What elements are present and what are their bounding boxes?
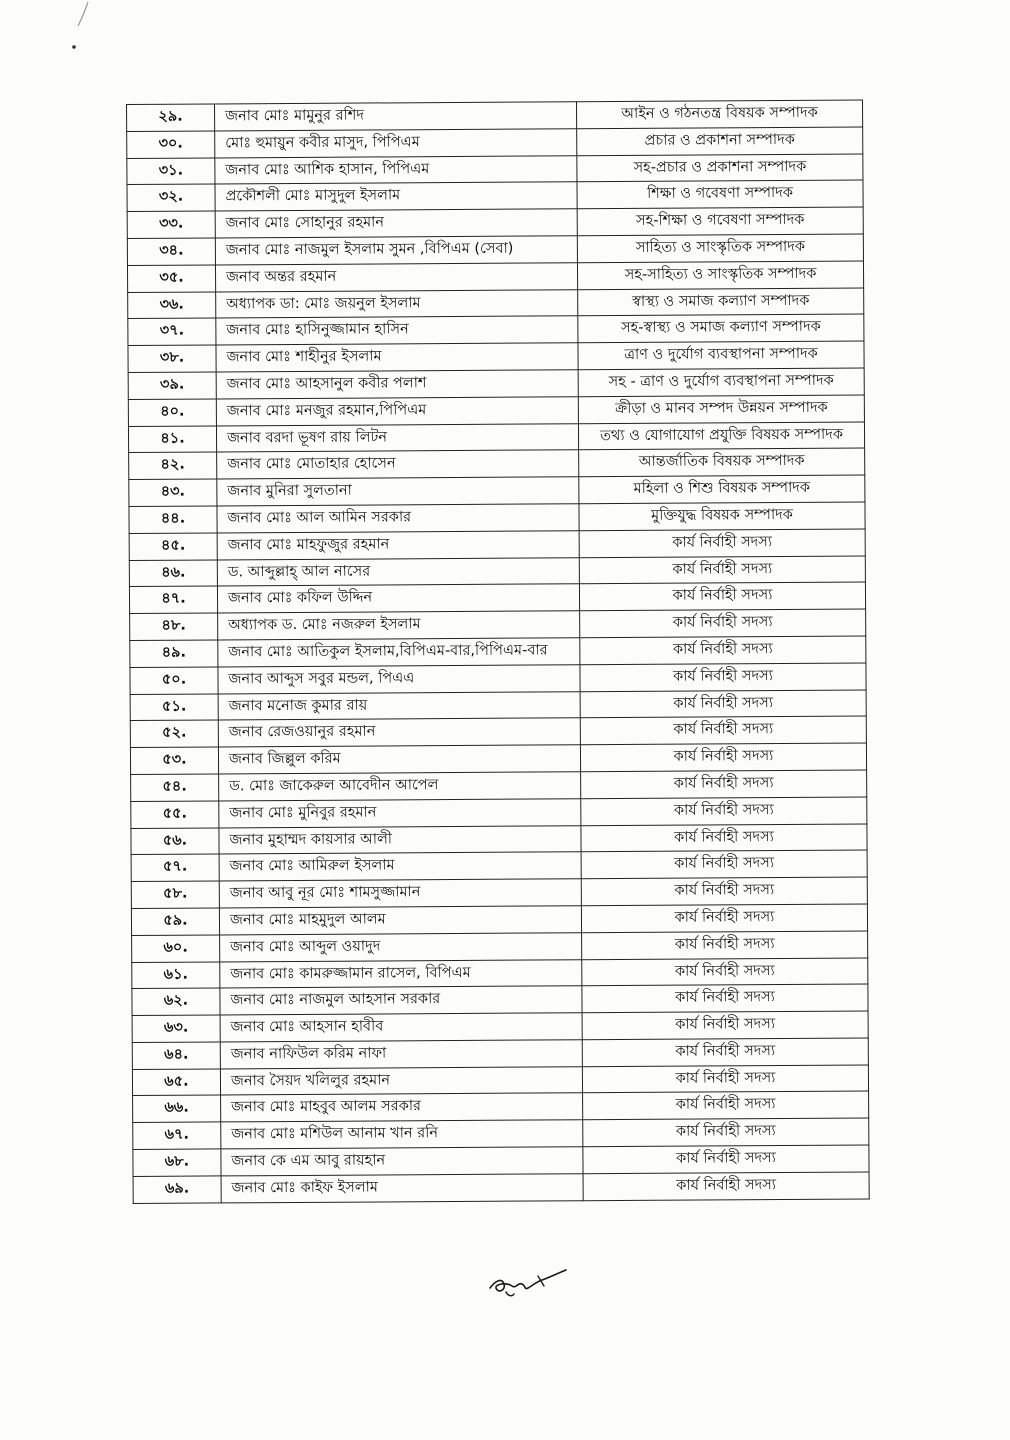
table-row [127, 180, 863, 211]
table-row [133, 1172, 869, 1203]
serial-number: ৫৭. [131, 854, 219, 881]
member-role: কার্য নির্বাহী সদস্য [581, 824, 867, 853]
table-row [129, 475, 865, 506]
table-row [127, 234, 863, 265]
table-row [131, 824, 867, 855]
serial-number: ৬১. [132, 961, 220, 988]
member-name: জনাব মোঃ আশিক হাসান, পিপিএম [215, 155, 577, 184]
table-row [132, 1038, 868, 1069]
signature-mark [486, 1262, 570, 1302]
member-role: কার্য নির্বাহী সদস্য [581, 797, 867, 826]
member-name: জনাব মোঃ আল আমিন সরকার [217, 504, 579, 533]
member-role: কার্য নির্বাহী সদস্য [580, 609, 866, 638]
member-role: সহ-শিক্ষা ও গবেষণা সম্পাদক [577, 207, 863, 236]
serial-number: ৪৭. [129, 586, 217, 613]
member-role: কার্য নির্বাহী সদস্য [582, 1038, 868, 1067]
serial-number: ৬৭. [133, 1122, 221, 1149]
serial-number: ৫২. [130, 720, 218, 747]
table-row [128, 288, 864, 319]
table-row [133, 1118, 869, 1149]
committee-members-table [126, 99, 870, 1203]
table-row [130, 663, 866, 694]
table-row [130, 716, 866, 747]
member-role: আন্তর্জাতিক বিষয়ক সম্পাদক [579, 448, 865, 477]
serial-number: ৩৬. [128, 292, 216, 319]
table-row [128, 368, 864, 399]
table-row [130, 609, 866, 640]
table-row [127, 261, 863, 292]
serial-number: ৪৬. [129, 559, 217, 586]
member-role: কার্য নির্বাহী সদস্য [579, 556, 865, 585]
member-name: জনাব মোঃ আহসান হাবীব [220, 1013, 582, 1042]
table-row [128, 341, 864, 372]
member-name: মোঃ হুমায়ুন কবীর মাসুদ, পিপিএম [215, 129, 577, 158]
member-name: জনাব মোঃ নাজমুল ইসলাম সুমন ,বিপিএম (সেবা) [215, 236, 577, 265]
member-name: জনাব মোঃ মনজুর রহমান,পিপিএম [216, 397, 578, 426]
serial-number: ৩০. [127, 131, 215, 158]
member-role: স্বাস্থ্য ও সমাজ কল্যাণ সম্পাদক [578, 288, 864, 317]
member-role: কার্য নির্বাহী সদস্য [582, 1065, 868, 1094]
serial-number: ৩৭. [128, 318, 216, 345]
member-name: জনাব মোঃ মাহবুব আলম সরকার [221, 1093, 583, 1122]
member-role: প্রচার ও প্রকাশনা সম্পাদক [577, 127, 863, 156]
member-role: মহিলা ও শিশু বিষয়ক সম্পাদক [579, 475, 865, 504]
serial-number: ৪৫. [129, 533, 217, 560]
serial-number: ৪৪. [129, 506, 217, 533]
serial-number: ৬৪. [132, 1042, 220, 1069]
serial-number: ৫১. [130, 693, 218, 720]
member-role: কার্য নির্বাহী সদস্য [583, 1145, 869, 1174]
member-name: অধ্যাপক ড. মোঃ নজরুল ইসলাম [218, 611, 580, 640]
serial-number: ৫৩. [130, 747, 218, 774]
member-role: সহ - ত্রাণ ও দুর্যোগ ব্যবস্থাপনা সম্পাদক [578, 368, 864, 397]
serial-number: ৪৯. [130, 640, 218, 667]
serial-number: ৩১. [127, 158, 215, 185]
corner-pen-mark [40, 0, 120, 60]
table-row [132, 1011, 868, 1042]
serial-number: ৩৫. [127, 265, 215, 292]
member-name: জনাব মোঃ কফিল উদ্দিন [217, 584, 579, 613]
serial-number: ৬৩. [132, 1015, 220, 1042]
table-row [129, 582, 865, 613]
member-role: কার্য নির্বাহী সদস্য [579, 529, 865, 558]
member-name: প্রকৌশলী মোঃ মাসুদুল ইসলাম [215, 182, 577, 211]
table-row [127, 154, 863, 185]
member-name: জনাব মুহাম্মদ কায়সার আলী [219, 825, 581, 854]
table-row [131, 770, 867, 801]
serial-number: ৪৮. [130, 613, 218, 640]
member-name: জনাব জিল্লুল করিম [218, 745, 580, 774]
serial-number: ২৯. [127, 104, 215, 131]
member-role: কার্য নির্বাহী সদস্য [580, 690, 866, 719]
table-row [131, 877, 867, 908]
member-name: জনাব মোঃ মাহমুদুল আলম [219, 906, 581, 935]
member-role: কার্য নির্বাহী সদস্য [580, 716, 866, 745]
member-name: জনাব মোঃ সোহানুর রহমান [215, 209, 577, 238]
member-name: জনাব মোঃ আব্দুল ওয়াদুদ [220, 932, 582, 961]
table-row [130, 636, 866, 667]
member-name: জনাব মোঃ শাহীনুর ইসলাম [216, 343, 578, 372]
member-role: ক্রীড়া ও মানব সম্পদ উন্নয়ন সম্পাদক [578, 395, 864, 424]
serial-number: ৩২. [127, 184, 215, 211]
serial-number: ৪২. [129, 452, 217, 479]
member-name: ড. আব্দুল্লাহ্ আল নাসের [217, 557, 579, 586]
member-name: জনাব মোঃ মশিউল আনাম খান রনি [221, 1120, 583, 1149]
member-name: জনাব মনোজ কুমার রায় [218, 691, 580, 720]
table-row [128, 314, 864, 345]
member-name: ড. মোঃ জাকেরুল আবেদীন আপেল [219, 772, 581, 801]
member-role: কার্য নির্বাহী সদস্য [582, 957, 868, 986]
table-row [129, 529, 865, 560]
serial-number: ৫৯. [131, 908, 219, 935]
table-row [132, 984, 868, 1015]
serial-number: ৬০. [132, 935, 220, 962]
serial-number: ৬২. [132, 988, 220, 1015]
table-row [133, 1145, 869, 1176]
table-row [131, 850, 867, 881]
member-role: কার্য নির্বাহী সদস্য [581, 904, 867, 933]
serial-number: ৬৬. [133, 1095, 221, 1122]
member-role: মুক্তিযুদ্ধ বিষয়ক সম্পাদক [579, 502, 865, 531]
serial-number: ৬৯. [133, 1176, 221, 1203]
member-role: সহ-প্রচার ও প্রকাশনা সম্পাদক [577, 154, 863, 183]
member-name: জনাব মোঃ আমিরুল ইসলাম [219, 852, 581, 881]
serial-number: ৪১. [128, 426, 216, 453]
member-name: জনাব মোঃ কামরুজ্জামান রাসেল, বিপিএম [220, 959, 582, 988]
serial-number: ৬৮. [133, 1149, 221, 1176]
member-role: কার্য নির্বাহী সদস্য [582, 1011, 868, 1040]
table-row [130, 743, 866, 774]
member-role: কার্য নির্বাহী সদস্য [580, 663, 866, 692]
table-row [131, 904, 867, 935]
table-row [133, 1091, 869, 1122]
member-name: জনাব আবু নূর মোঃ শামসুজ্জামান [219, 879, 581, 908]
member-name: জনাব মুনিরা সুলতানা [217, 477, 579, 506]
member-role: কার্য নির্বাহী সদস্য [582, 984, 868, 1013]
member-role: কার্য নির্বাহী সদস্য [580, 636, 866, 665]
member-name: জনাব মোঃ নাজমুল আহসান সরকার [220, 986, 582, 1015]
member-name: জনাব নাফিউল করিম নাফা [220, 1040, 582, 1069]
member-name: জনাব মোঃ মোতাহার হোসেন [217, 450, 579, 479]
member-role: কার্য নির্বাহী সদস্য [581, 877, 867, 906]
serial-number: ৩৯. [128, 372, 216, 399]
serial-number: ৫৮. [131, 881, 219, 908]
member-role: কার্য নির্বাহী সদস্য [580, 743, 866, 772]
table-row [131, 797, 867, 828]
member-name: জনাব অন্তর রহমান [215, 263, 577, 292]
table-row [128, 395, 864, 426]
member-role: সহ-সাহিত্য ও সাংস্কৃতিক সম্পাদক [577, 261, 863, 290]
member-name: জনাব মোঃ মাহফুজুর রহমান [217, 530, 579, 559]
member-name: জনাব মোঃ কাইফ ইসলাম [221, 1174, 583, 1203]
member-role: কার্য নির্বাহী সদস্য [581, 770, 867, 799]
serial-number: ৫০. [130, 667, 218, 694]
table-row [132, 957, 868, 988]
member-role: কার্য নির্বাহী সদস্য [583, 1118, 869, 1147]
serial-number: ৫৪. [131, 774, 219, 801]
table-row [132, 931, 868, 962]
member-name: জনাব বরদা ভূষণ রায় লিটন [216, 423, 578, 452]
member-role: শিক্ষা ও গবেষণা সম্পাদক [577, 180, 863, 209]
member-role: সহ-স্বাস্থ্য ও সমাজ কল্যাণ সম্পাদক [578, 314, 864, 343]
table-row [132, 1065, 868, 1096]
serial-number: ৫৫. [131, 801, 219, 828]
serial-number: ৪০. [128, 399, 216, 426]
member-role: সাহিত্য ও সাংস্কৃতিক সম্পাদক [577, 234, 863, 263]
serial-number: ৬৫. [132, 1069, 220, 1096]
serial-number: ৩৪. [127, 238, 215, 265]
member-role: ত্রাণ ও দুর্যোগ ব্যবস্থাপনা সম্পাদক [578, 341, 864, 370]
serial-number: ৪৩. [129, 479, 217, 506]
table-row [129, 448, 865, 479]
table-row [130, 690, 866, 721]
table-row [129, 502, 865, 533]
member-role: কার্য নির্বাহী সদস্য [583, 1172, 869, 1201]
member-name: জনাব আব্দুস সবুর মন্ডল, পিএএ [218, 664, 580, 693]
table-row [129, 556, 865, 587]
serial-number: ৩৩. [127, 211, 215, 238]
table-row [127, 100, 863, 131]
member-role: কার্য নির্বাহী সদস্য [582, 931, 868, 960]
member-name: জনাব মোঃ আহসানুল কবীর পলাশ [216, 370, 578, 399]
member-name: জনাব মোঃ মামুনুর রশিদ [215, 102, 577, 131]
serial-number: ৩৮. [128, 345, 216, 372]
table-row [127, 207, 863, 238]
member-name: জনাব রেজওয়ানুর রহমান [218, 718, 580, 747]
serial-number: ৫৬. [131, 827, 219, 854]
members-table-wrapper [126, 100, 869, 1204]
member-role: আইন ও গঠনতন্ত্র বিষয়ক সম্পাদক [576, 100, 862, 129]
member-role: কার্য নির্বাহী সদস্য [581, 850, 867, 879]
member-name: জনাব মোঃ আতিকুল ইসলাম,বিপিএম-বার,পিপিএম-বার [218, 638, 580, 667]
member-name: জনাব মোঃ হাসিনুজ্জামান হাসিন [216, 316, 578, 345]
table-row [128, 422, 864, 453]
member-role: কার্য নির্বাহী সদস্য [583, 1091, 869, 1120]
member-name: জনাব মোঃ মুনিবুর রহমান [219, 798, 581, 827]
member-name: জনাব সৈয়দ খলিলুর রহমান [220, 1066, 582, 1095]
table-row [127, 127, 863, 158]
member-role: তথ্য ও যোগাযোগ প্রযুক্তি বিষয়ক সম্পাদক [578, 422, 864, 451]
member-name: জনাব কে এম আবু রায়হান [221, 1147, 583, 1176]
members-table-body [127, 100, 870, 1203]
member-role: কার্য নির্বাহী সদস্য [579, 582, 865, 611]
member-name: অধ্যাপক ডা: মোঃ জয়নুল ইসলাম [216, 289, 578, 318]
